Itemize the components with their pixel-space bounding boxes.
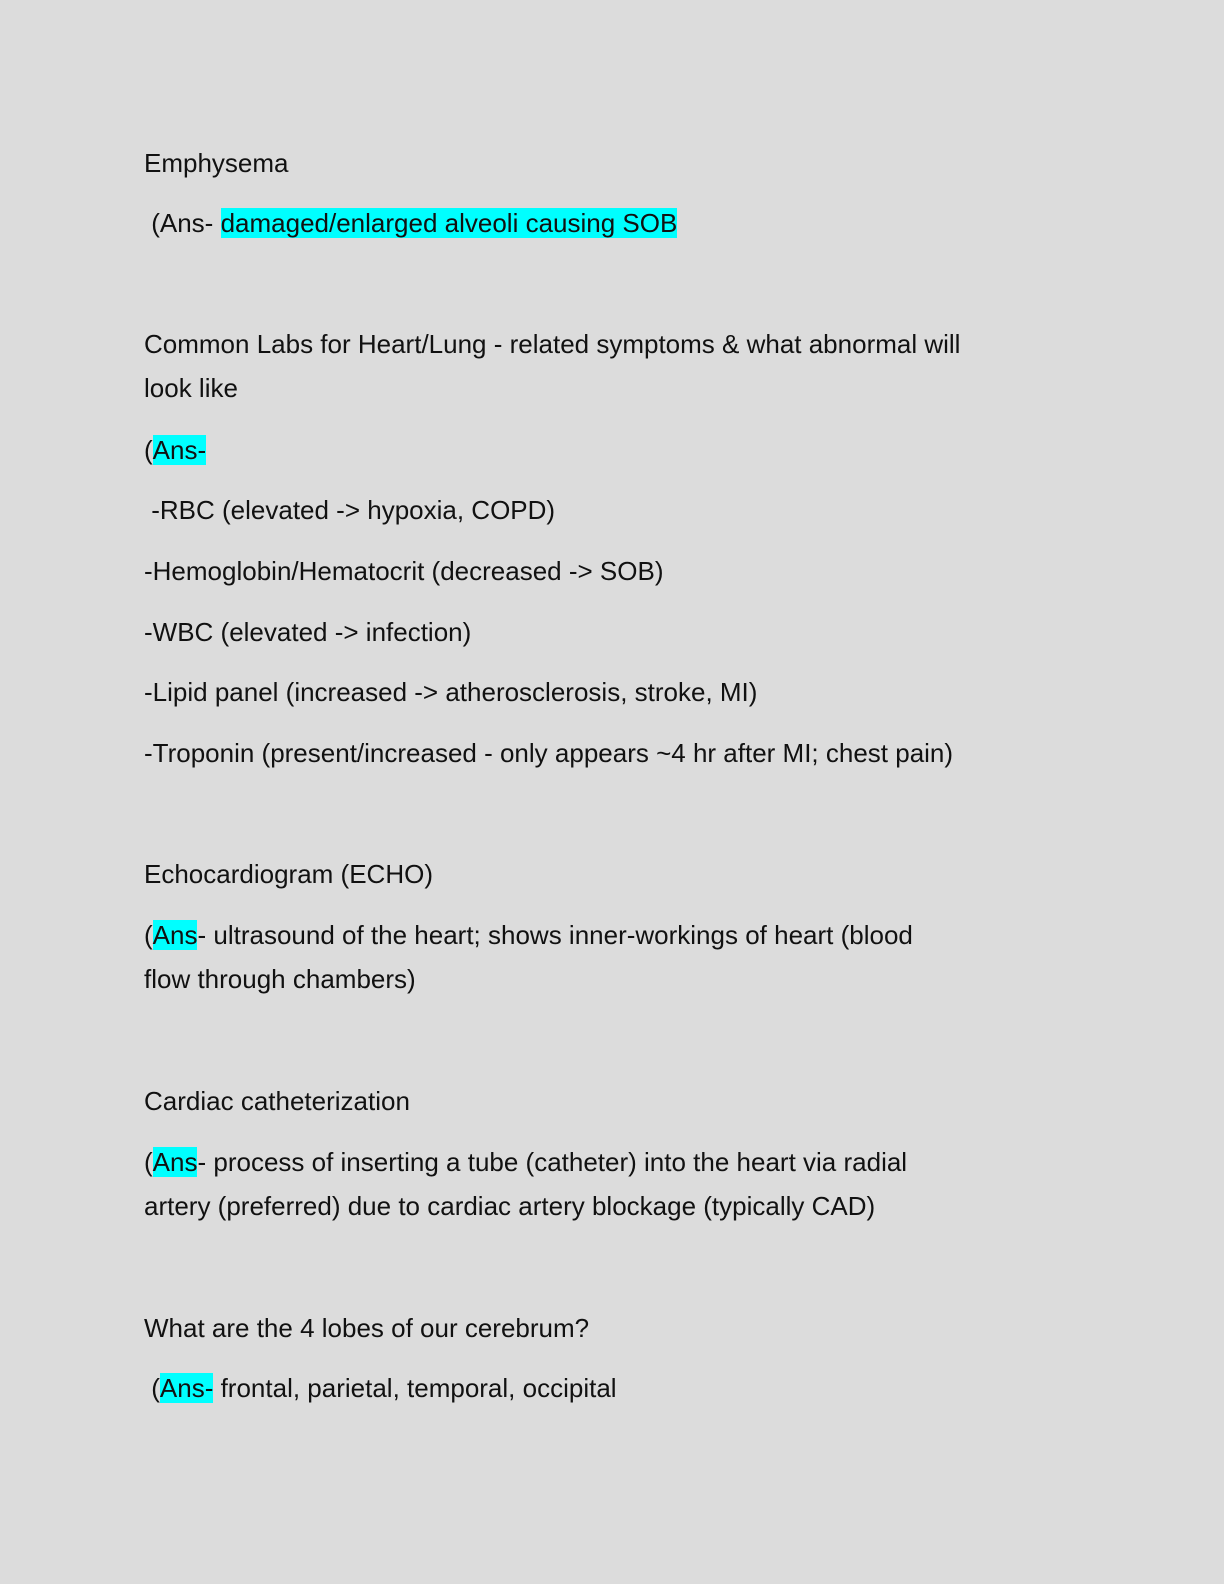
question-echo: Echocardiogram (ECHO) [144, 859, 433, 889]
question-cath: Cardiac catheterization [144, 1086, 410, 1116]
highlighted-ans-label: Ans [152, 1147, 198, 1177]
highlighted-ans-label: Ans [152, 920, 198, 950]
answer-cath-line1 [144, 1146, 907, 1178]
answer-paren: ( [144, 435, 153, 465]
lab-item-rbc: -RBC (elevated -> hypoxia, COPD) [144, 495, 556, 525]
lab-item-hemoglobin: -Hemoglobin/Hematocrit (decreased -> SOB) [144, 556, 664, 586]
answer-text: frontal, parietal, temporal, occipital [213, 1373, 617, 1403]
question-labs-line1: Common Labs for Heart/Lung - related symptoms & what abnormal will [144, 329, 961, 359]
highlighted-ans-label: Ans- [159, 1373, 214, 1403]
answer-cath-line2: artery (preferred) due to cardiac artery blockage (typically CAD) [144, 1191, 876, 1221]
answer-paren: ( [144, 920, 153, 950]
question-labs-line2: look like [144, 373, 238, 403]
highlighted-ans-label: Ans- [152, 435, 207, 465]
answer-echo-line2: flow through chambers) [144, 964, 416, 994]
highlighted-answer: damaged/enlarged alveoli causing SOB [220, 208, 678, 238]
question-lobes: What are the 4 lobes of our cerebrum? [144, 1313, 590, 1343]
answer-emphysema [144, 207, 677, 239]
answer-echo-line1 [144, 919, 913, 951]
answer-text: - process of inserting a tube (catheter) into the heart via radial [197, 1147, 908, 1177]
answer-paren: ( [144, 1147, 153, 1177]
answer-prefix: (Ans- [144, 208, 221, 238]
answer-text: - ultrasound of the heart; shows inner-workings of heart (blood [197, 920, 913, 950]
answer-lobes [144, 1372, 617, 1404]
question-emphysema: Emphysema [144, 148, 289, 178]
lab-item-lipid: -Lipid panel (increased -> atherosclerosis, stroke, MI) [144, 677, 758, 707]
lab-item-troponin: -Troponin (present/increased - only appears ~4 hr after MI; chest pain) [144, 738, 954, 768]
lab-item-wbc: -WBC (elevated -> infection) [144, 617, 472, 647]
answer-labs-label [144, 434, 206, 466]
answer-paren: ( [144, 1373, 160, 1403]
